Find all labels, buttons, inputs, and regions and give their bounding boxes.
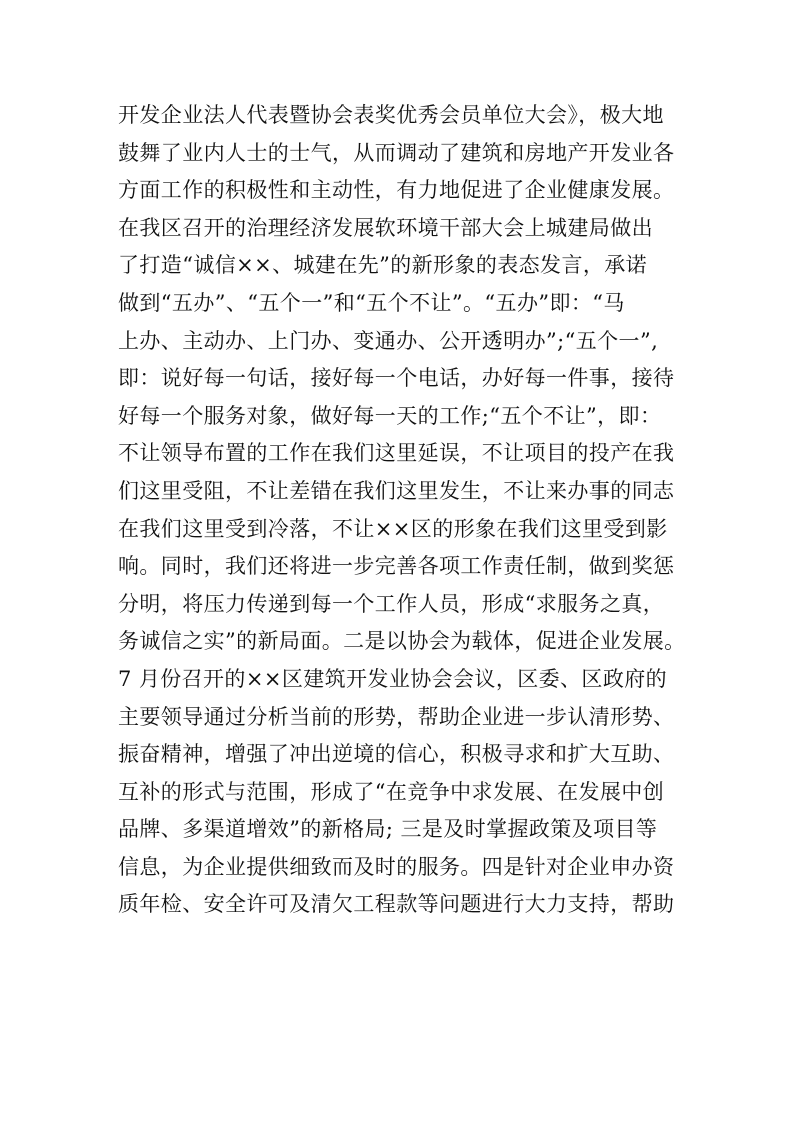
body-text xyxy=(118,97,718,924)
text-line: 方面工作的积极性和主动性，有力地促进了企业健康发展。 xyxy=(118,178,675,203)
text-line: 信息，为企业提供细致而及时的服务。四是针对企业申办资 xyxy=(118,854,675,879)
text-line: 主要领导通过分析当前的形势，帮助企业进一步认清形势、 xyxy=(118,704,675,729)
text-line: 了打造“诚信××、城建在先”的新形象的表态发言，承诺 xyxy=(118,253,648,278)
text-line: 鼓舞了业内人士的士气，从而调动了建筑和房地产开发业各 xyxy=(118,140,675,165)
text-line: 做到“五办”、“五个一”和“五个不让”。“五办”即：“马 xyxy=(118,290,625,315)
text-line: 响。同时，我们还将进一步完善各项工作责任制，做到奖惩 xyxy=(118,554,675,579)
text-line: 开发企业法人代表暨协会表奖优秀会员单位大会》，极大地 xyxy=(118,103,664,127)
text-line: 品牌、多渠道增效”的新格局; 三是及时掌握政策及项目等 xyxy=(118,817,658,842)
text-line: 务诚信之实”的新局面。二是以协会为载体，促进企业发展。 xyxy=(118,629,686,654)
text-line: 7 月份召开的××区建筑开发业协会会议，区委、区政府的 xyxy=(118,666,668,691)
text-line: 们这里受阻，不让差错在我们这里发生，不让来办事的同志 xyxy=(118,478,675,503)
text-line: 互补的形式与范围，形成了“在竞争中求发展、在发展中创 xyxy=(118,779,665,804)
text-line: 振奋精神，增强了冲出逆境的信心，积极寻求和扩大互助、 xyxy=(118,742,675,767)
text-line: 上办、主动办、上门办、变通办、公开透明办”;“五个一”, xyxy=(118,328,659,353)
text-line: 即：说好每一句话，接好每一个电话，办好每一件事，接待 xyxy=(118,366,675,391)
text-line: 好每一个服务对象，做好每一天的工作;“五个不让”，即： xyxy=(118,403,662,428)
text-line: 不让领导布置的工作在我们这里延误，不让项目的投产在我 xyxy=(118,441,675,466)
text-line: 在我区召开的治理经济发展软环境干部大会上城建局做出 xyxy=(118,215,653,240)
text-line: 质年检、安全许可及清欠工程款等问题进行大力支持，帮助 xyxy=(118,892,675,917)
text-line: 分明，将压力传递到每一个工作人员，形成“求服务之真， xyxy=(118,591,665,616)
text-line: 在我们这里受到冷落，不让××区的形象在我们这里受到影 xyxy=(118,516,668,541)
